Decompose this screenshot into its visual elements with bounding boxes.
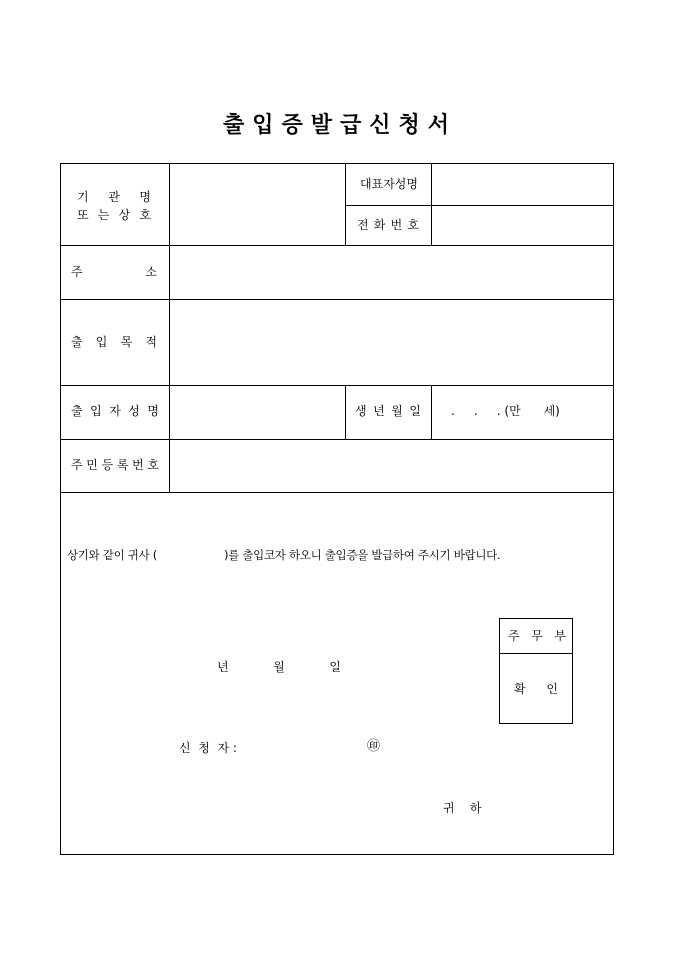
applicant-name-field[interactable] [261, 736, 361, 758]
column-divider [431, 385, 432, 439]
row-divider [61, 299, 613, 300]
row-divider [345, 205, 613, 206]
address-label: 주 소 [71, 265, 157, 279]
application-form [60, 163, 614, 855]
org-name-field[interactable] [171, 166, 343, 244]
resident-id-field[interactable] [171, 441, 613, 491]
visitor-name-field[interactable] [171, 387, 343, 438]
form-title: 출입증발급신청서 [222, 112, 458, 138]
recipient-label: 귀 하 [443, 801, 482, 815]
birthdate-field[interactable]: . . . (만 세) [451, 404, 560, 418]
stamp-divider [500, 653, 572, 654]
row-divider [61, 385, 613, 386]
row-divider [61, 245, 613, 246]
phone-field[interactable] [433, 207, 613, 244]
request-statement: 상기와 같이 귀사 ( )를 출입코자 하오니 출입증을 발급하여 주시기 바랍니다. [67, 548, 501, 562]
purpose-label: 출 입 목 적 [71, 335, 157, 349]
application-date: 년 월 일 [217, 660, 341, 674]
row-divider [61, 492, 613, 493]
confirmation-stamp-box [499, 618, 573, 724]
seal-mark: ㊞ [367, 739, 381, 754]
birthdate-label: 생 년 월 일 [355, 404, 421, 418]
column-divider [345, 164, 346, 245]
phone-label: 전 화 번 호 [357, 218, 419, 232]
column-divider [169, 164, 170, 492]
row-divider [61, 439, 613, 440]
visitor-name-label: 출 입 자 성 명 [71, 404, 159, 418]
rep-name-label: 대표자성명 [360, 177, 418, 191]
rep-name-field[interactable] [433, 166, 613, 204]
purpose-field[interactable] [171, 301, 613, 384]
column-divider [431, 164, 432, 245]
department-label: 주 무 부 [508, 629, 566, 643]
confirm-label: 확 인 [514, 682, 558, 696]
resident-id-label: 주 민 등 록 번 호 [71, 458, 159, 472]
column-divider [345, 385, 346, 439]
applicant-label: 신 청 자 : [179, 741, 237, 755]
org-name-label: 기 관 명 [77, 190, 151, 204]
address-field[interactable] [171, 247, 613, 298]
org-or-trade-name-label: 또 는 상 호 [77, 208, 151, 222]
